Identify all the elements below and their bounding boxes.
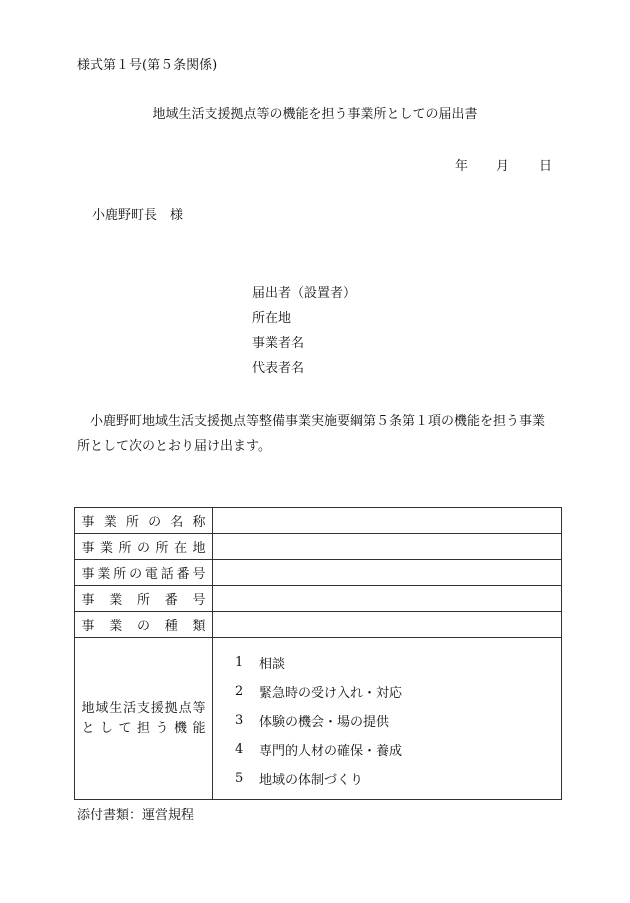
body-text: 小鹿野町地域生活支援拠点等整備事業実施要綱第５条第１項の機能を担う事業所として次のとおり届け出ます。 bbox=[77, 414, 546, 454]
table-row bbox=[75, 508, 562, 534]
row-label: 事業所番号 bbox=[75, 586, 213, 612]
row-label: 事業所の名称 bbox=[75, 508, 213, 534]
applicant-role: 届出者（設置者） bbox=[252, 286, 357, 301]
applicant-address-label: 所在地 bbox=[252, 311, 292, 326]
addressee: 小鹿野町長 様 bbox=[92, 208, 184, 223]
function-number: 3 bbox=[235, 713, 244, 728]
row-label: 事業所の所在地 bbox=[75, 534, 213, 560]
row-value[interactable] bbox=[213, 534, 562, 560]
date-month: 月 bbox=[496, 159, 510, 174]
date-day: 日 bbox=[539, 159, 553, 174]
table-row bbox=[75, 534, 562, 560]
function-number: 2 bbox=[235, 684, 244, 699]
function-item[interactable] bbox=[235, 706, 561, 735]
function-text: 緊急時の受け入れ・対応 bbox=[259, 686, 403, 701]
row-label: 事業の種類 bbox=[75, 612, 213, 638]
row-value[interactable] bbox=[213, 612, 562, 638]
business-info-table bbox=[74, 507, 562, 800]
row-label: 事業所の電話番号 bbox=[75, 560, 213, 586]
row-value[interactable] bbox=[213, 560, 562, 586]
function-item[interactable] bbox=[235, 648, 561, 677]
function-text: 専門的人材の確保・養成 bbox=[259, 744, 403, 759]
function-number: 1 bbox=[235, 655, 244, 670]
attachment-note: 添付書類：運営規程 bbox=[77, 808, 195, 823]
table-row bbox=[75, 560, 562, 586]
function-item[interactable] bbox=[235, 677, 561, 706]
row-value[interactable] bbox=[213, 508, 562, 534]
table-row bbox=[75, 586, 562, 612]
function-number: 4 bbox=[235, 742, 244, 757]
functions-row bbox=[75, 638, 562, 800]
function-text: 体験の機会・場の提供 bbox=[259, 715, 390, 730]
function-text: 地域の体制づくり bbox=[259, 773, 364, 788]
function-item[interactable] bbox=[235, 764, 561, 793]
form-number: 様式第１号(第５条関係) bbox=[77, 58, 218, 73]
functions-list-cell bbox=[213, 638, 562, 800]
date-year: 年 bbox=[455, 159, 469, 174]
applicant-representative-label: 代表者名 bbox=[252, 361, 305, 376]
function-item[interactable] bbox=[235, 735, 561, 764]
table-row bbox=[75, 612, 562, 638]
row-value[interactable] bbox=[213, 586, 562, 612]
functions-label: 地域生活支援拠点等 として担う機能 bbox=[75, 638, 213, 800]
document-title: 地域生活支援拠点等の機能を担う事業所としての届出書 bbox=[152, 107, 478, 122]
functions-list bbox=[213, 642, 561, 795]
function-text: 相談 bbox=[259, 657, 286, 672]
function-number: 5 bbox=[235, 771, 244, 786]
applicant-business-name-label: 事業者名 bbox=[252, 336, 305, 351]
